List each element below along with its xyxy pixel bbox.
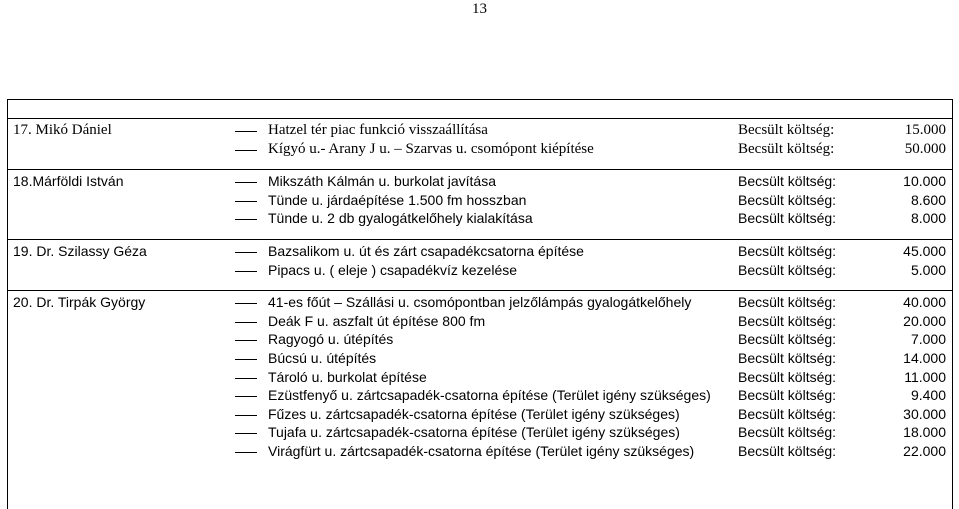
cost-label: Becsült költség: bbox=[738, 350, 837, 366]
project-description: Deák F u. aszfalt út építése 800 fm bbox=[268, 312, 486, 329]
cost-label: Becsült költség: bbox=[738, 294, 837, 311]
bullet-dash bbox=[235, 340, 257, 341]
project-description: Fűzes u. zártcsapadék-csatorna építése (Terület igény szükséges) bbox=[268, 405, 680, 422]
project-description: Tujafa u. zártcsapadék-csatorna építése (Terület igény szükséges) bbox=[268, 424, 680, 441]
cost-amount: 5.000 bbox=[910, 261, 946, 278]
cost-amount: 30.000 bbox=[903, 405, 946, 422]
project-description: Tünde u. járdaépítése 1.500 fm hosszban bbox=[268, 191, 527, 208]
cost-amount: 45.000 bbox=[903, 243, 946, 259]
cost-amount: 50.000 bbox=[904, 140, 946, 157]
cost-amount: 18.000 bbox=[903, 424, 946, 441]
bullet-dash bbox=[235, 396, 257, 397]
project-description: Hatzel tér piac funkció visszaállítása bbox=[268, 122, 488, 138]
bullet-dash bbox=[235, 322, 257, 323]
cost-label: Becsült költség: bbox=[738, 122, 835, 138]
cost-label: Becsült költség: bbox=[738, 243, 837, 259]
cost-label: Becsült költség: bbox=[738, 140, 835, 157]
bullet-dash bbox=[235, 415, 257, 416]
group-separator bbox=[8, 169, 952, 170]
project-description: Ezüstfenyő u. zártcsapadék-csatorna építése (Terület igény szükséges) bbox=[268, 387, 711, 404]
project-description: Búcsú u. útépítés bbox=[268, 350, 377, 366]
cost-amount: 7.000 bbox=[910, 331, 946, 348]
bullet-dash bbox=[235, 219, 257, 220]
cost-label: Becsült költség: bbox=[738, 368, 837, 385]
cost-amount: 10.000 bbox=[903, 173, 946, 190]
representative-name: 17. Mikó Dániel bbox=[13, 122, 112, 138]
project-description: Kígyó u.- Arany J u. – Szarvas u. csomópont kiépítése bbox=[268, 140, 594, 157]
bullet-dash bbox=[235, 150, 257, 151]
cost-amount: 11.000 bbox=[904, 368, 946, 385]
project-description: Bazsalikom u. út és zárt csapadékcsatorna építése bbox=[268, 243, 584, 259]
cost-amount: 9.400 bbox=[910, 387, 946, 404]
group-separator bbox=[8, 118, 952, 119]
cost-amount: 8.000 bbox=[910, 210, 946, 227]
project-description: 41-es főút – Szállási u. csomópontban jelzőlámpás gyalogátkelőhely bbox=[268, 294, 692, 311]
cost-label: Becsült költség: bbox=[738, 173, 837, 190]
group-separator bbox=[8, 290, 952, 291]
bullet-dash bbox=[235, 131, 257, 132]
cost-amount: 20.000 bbox=[903, 312, 946, 329]
cost-label: Becsült költség: bbox=[738, 210, 837, 227]
bullet-dash bbox=[235, 378, 257, 379]
bullet-dash bbox=[235, 452, 257, 453]
cost-label: Becsült költség: bbox=[738, 331, 837, 348]
bullet-dash bbox=[235, 433, 257, 434]
cost-label: Becsült költség: bbox=[738, 312, 837, 329]
cost-amount: 15.000 bbox=[904, 122, 946, 138]
project-description: Ragyogó u. útépítés bbox=[268, 331, 394, 348]
cost-amount: 40.000 bbox=[903, 294, 946, 311]
bullet-dash bbox=[235, 359, 257, 360]
project-description: Virágfürt u. zártcsapadék-csatorna építése (Terület igény szükséges) bbox=[268, 443, 695, 459]
project-description: Pipacs u. ( eleje ) csapadékvíz kezelése bbox=[268, 261, 518, 278]
cost-label: Becsült költség: bbox=[738, 191, 837, 208]
bullet-dash bbox=[235, 201, 257, 202]
cost-amount: 22.000 bbox=[903, 443, 946, 459]
cost-label: Becsült költség: bbox=[738, 387, 837, 404]
cost-label: Becsült költség: bbox=[738, 424, 837, 441]
bullet-dash bbox=[235, 271, 257, 272]
cost-amount: 8.600 bbox=[910, 191, 946, 208]
cost-label: Becsült költség: bbox=[738, 443, 837, 459]
cost-table bbox=[7, 99, 953, 509]
representative-name: 20. Dr. Tirpák György bbox=[13, 294, 146, 311]
cost-label: Becsült költség: bbox=[738, 405, 837, 422]
project-description: Tünde u. 2 db gyalogátkelőhely kialakítása bbox=[268, 210, 533, 227]
page-number: 13 bbox=[472, 1, 487, 17]
group-separator bbox=[8, 239, 952, 240]
bullet-dash bbox=[235, 182, 257, 183]
project-description: Tároló u. burkolat építése bbox=[268, 368, 427, 385]
bullet-dash bbox=[235, 252, 257, 253]
cost-label: Becsült költség: bbox=[738, 261, 837, 278]
representative-name: 18.Márföldi István bbox=[13, 173, 124, 190]
cost-amount: 14.000 bbox=[903, 350, 946, 366]
bullet-dash bbox=[235, 303, 257, 304]
project-description: Mikszáth Kálmán u. burkolat javítása bbox=[268, 173, 496, 190]
representative-name: 19. Dr. Szilassy Géza bbox=[13, 243, 147, 259]
